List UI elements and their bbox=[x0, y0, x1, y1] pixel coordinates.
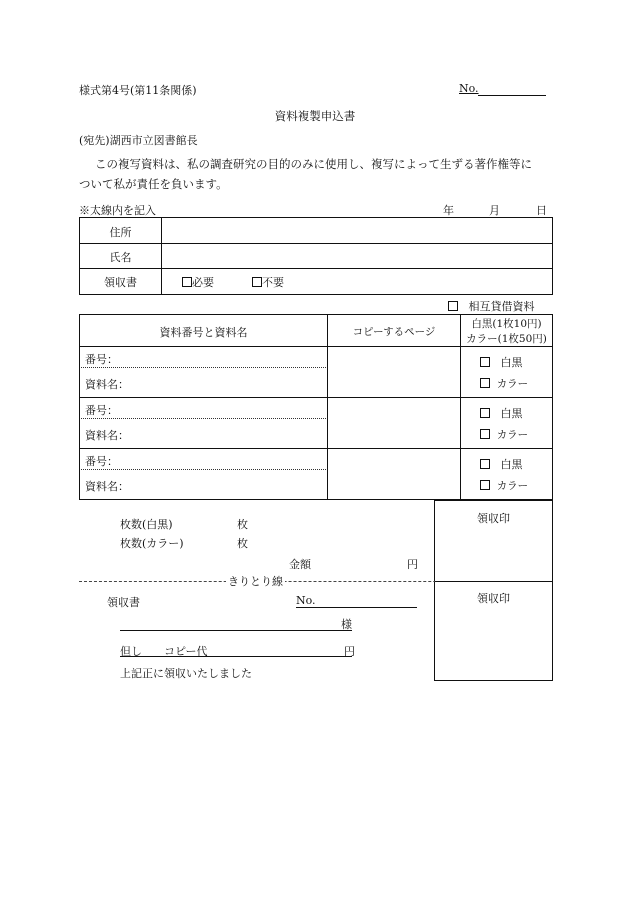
form-no-line bbox=[478, 95, 546, 96]
color-count-label: 枚数(カラー) bbox=[120, 537, 184, 550]
name-field[interactable] bbox=[163, 244, 550, 267]
row2-color-checkbox[interactable] bbox=[480, 429, 490, 439]
bw-count-label: 枚数(白黒) bbox=[120, 518, 173, 531]
interlibrary-label: 相互貸借資料 bbox=[468, 300, 535, 313]
row1-bw-label: 白黒 bbox=[500, 356, 523, 369]
row2-color-option[interactable] bbox=[480, 427, 528, 442]
receipt-needed-checkbox[interactable] bbox=[182, 277, 192, 287]
receipt-needed-text: 必要 bbox=[192, 276, 214, 289]
receipt-stamp-label: 領収印 bbox=[477, 592, 510, 605]
row1-pages-field[interactable] bbox=[329, 348, 459, 396]
receipt-confirmation: 上記正に領収いたしました bbox=[120, 667, 252, 680]
receipt-no-label: No. bbox=[296, 594, 316, 607]
row1-bw-option[interactable] bbox=[480, 354, 523, 370]
row2-bw-checkbox[interactable] bbox=[480, 408, 490, 418]
row1-color-label: カラー bbox=[496, 378, 529, 390]
receipt-no-line bbox=[296, 607, 417, 608]
page-title: 資料複製申込書 bbox=[274, 109, 356, 123]
row1-color-checkbox[interactable] bbox=[480, 378, 490, 388]
row2-number-label: 番号： bbox=[85, 404, 118, 417]
row2-color-label: カラー bbox=[496, 429, 529, 441]
interlibrary-option[interactable] bbox=[448, 298, 535, 314]
amount-yen: 円 bbox=[407, 558, 418, 571]
row1-number-label: 番号： bbox=[85, 353, 118, 366]
receipt-label: 領収書 bbox=[104, 276, 137, 289]
row3-color-checkbox[interactable] bbox=[480, 480, 490, 490]
fill-instruction: ※太線内を記入 bbox=[79, 204, 156, 217]
row1-color-option[interactable] bbox=[480, 376, 528, 391]
receipt-needed-option[interactable] bbox=[182, 274, 214, 290]
date-day: 日 bbox=[536, 204, 547, 217]
date-year: 年 bbox=[443, 204, 454, 217]
form-number: 様式第4号(第11条関係) bbox=[79, 84, 197, 97]
receipt-honorific: 様 bbox=[341, 618, 352, 631]
row3-bw-option[interactable] bbox=[480, 456, 523, 472]
row3-color-option[interactable] bbox=[480, 478, 528, 493]
col-pages-header: コピーするページ bbox=[352, 326, 436, 338]
col-material-header: 資料番号と資料名 bbox=[159, 326, 248, 339]
name-label: 氏名 bbox=[109, 251, 132, 264]
row2-bw-label: 白黒 bbox=[500, 407, 523, 420]
amount-label: 金額 bbox=[289, 558, 311, 571]
row3-pages-field[interactable] bbox=[329, 450, 459, 498]
receipt-name-line bbox=[120, 630, 352, 631]
summary-stamp-label: 領収印 bbox=[477, 512, 510, 525]
row3-color-label: カラー bbox=[496, 480, 529, 492]
receipt-proviso: 但し コピー代 bbox=[120, 645, 208, 658]
row3-bw-checkbox[interactable] bbox=[480, 459, 490, 469]
row2-bw-option[interactable] bbox=[480, 405, 523, 421]
col-price-header-line1: 白黒(1枚10円) bbox=[471, 318, 542, 330]
col-price-header-line2: カラー(1枚50円) bbox=[466, 333, 547, 345]
row2-pages-field[interactable] bbox=[329, 399, 459, 447]
receipt-not-needed-text: 不要 bbox=[262, 276, 284, 289]
row2-name-label: 資料名： bbox=[85, 429, 129, 442]
date-month: 月 bbox=[489, 204, 500, 217]
receipt-not-needed-option[interactable] bbox=[252, 274, 284, 290]
row3-name-label: 資料名： bbox=[85, 480, 129, 493]
addressee: (宛先)湖西市立図書館長 bbox=[79, 134, 198, 147]
bw-count-unit: 枚 bbox=[237, 518, 248, 531]
row3-bw-label: 白黒 bbox=[500, 458, 523, 471]
receipt-not-needed-checkbox[interactable] bbox=[252, 277, 262, 287]
row1-name-label: 資料名： bbox=[85, 378, 129, 391]
receipt-title: 領収書 bbox=[107, 596, 140, 609]
receipt-amount-line bbox=[120, 656, 352, 657]
cut-line-label: きりとり線 bbox=[228, 575, 283, 588]
statement-line-1: この複写資料は、私の調査研究の目的のみに使用し、複写によって生ずる著作権等に bbox=[95, 157, 532, 171]
row1-bw-checkbox[interactable] bbox=[480, 357, 490, 367]
receipt-yen: 円 bbox=[344, 645, 355, 658]
color-count-unit: 枚 bbox=[237, 537, 248, 550]
row3-number-label: 番号： bbox=[85, 455, 118, 468]
address-field[interactable] bbox=[163, 219, 550, 242]
interlibrary-checkbox[interactable] bbox=[448, 301, 458, 311]
address-label: 住所 bbox=[109, 226, 132, 239]
form-no-label: No. bbox=[459, 82, 479, 95]
statement-line-2: ついて私が責任を負います。 bbox=[79, 177, 228, 191]
